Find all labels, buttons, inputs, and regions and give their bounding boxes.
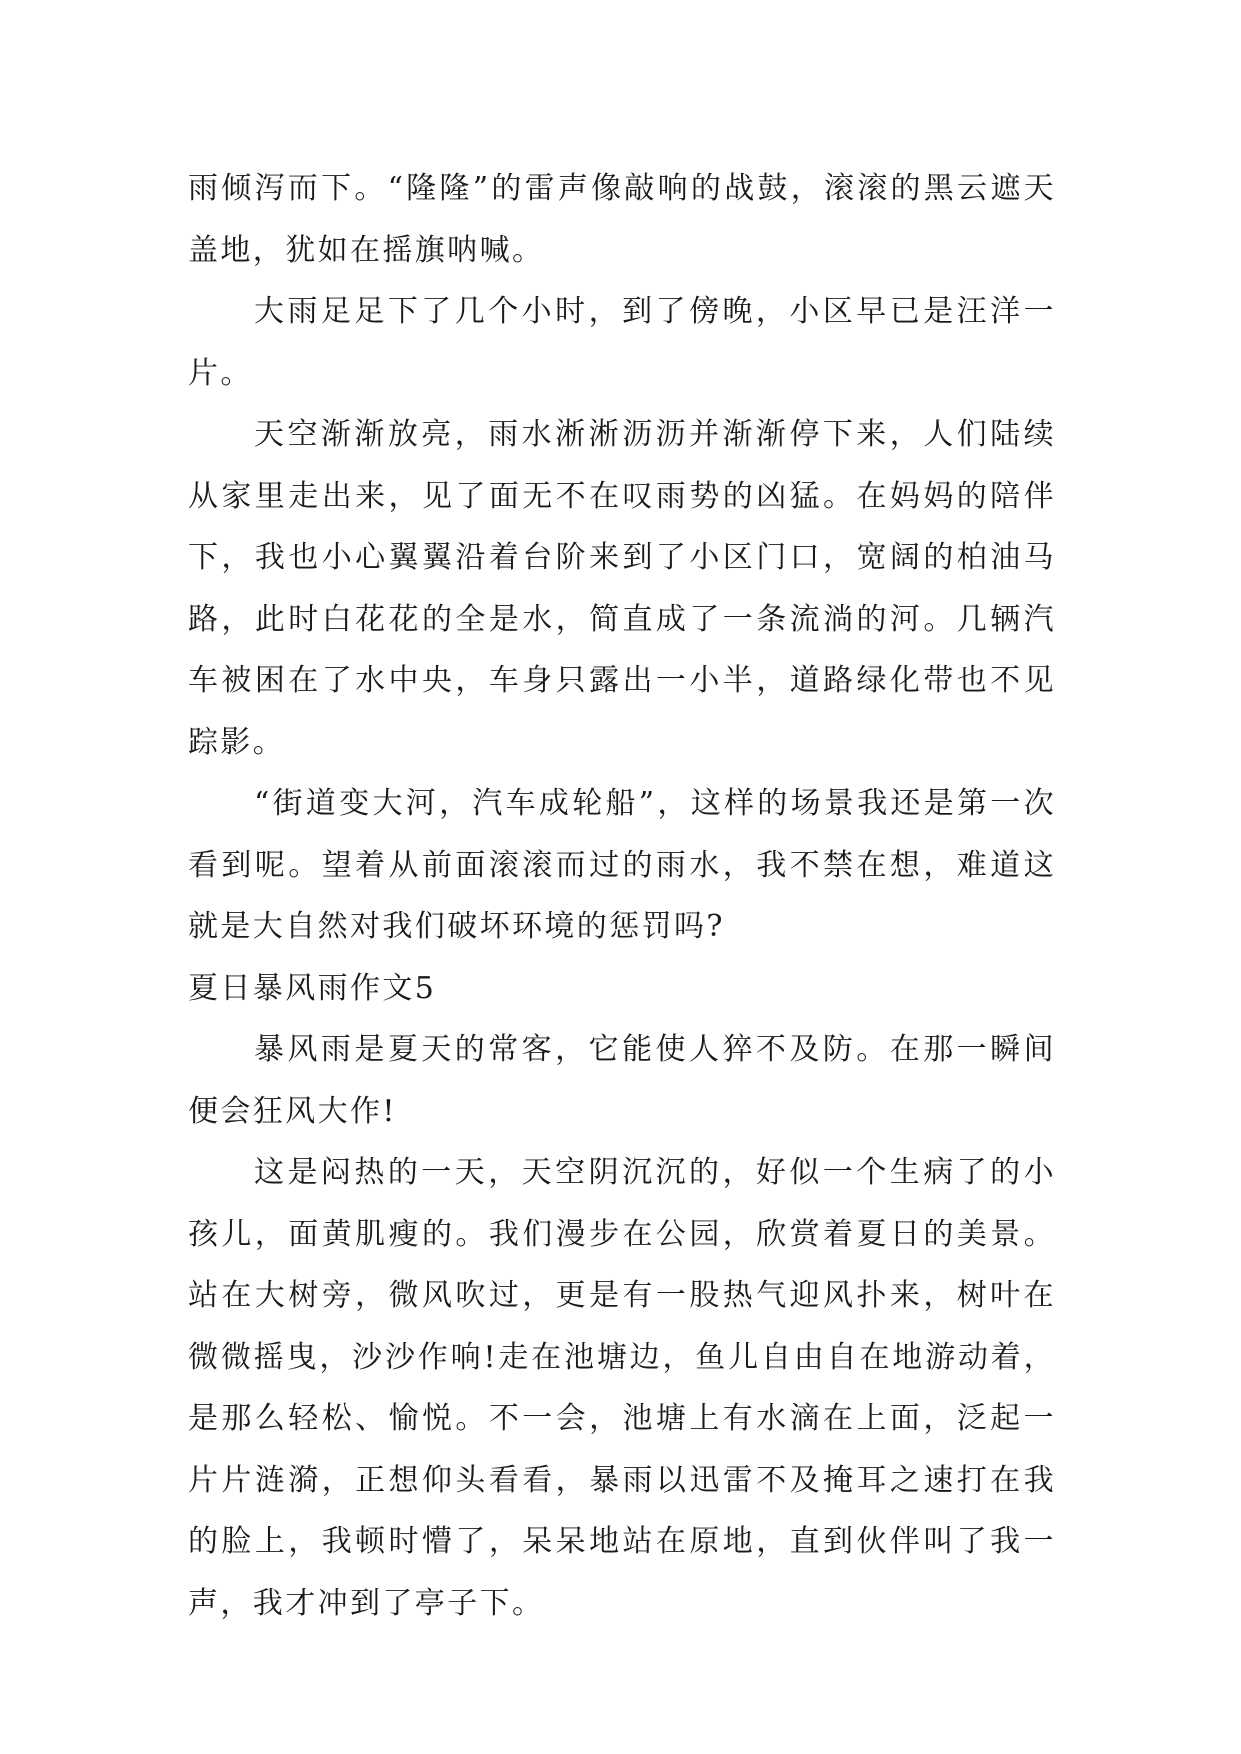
paragraph: 大雨足足下了几个小时，到了傍晚，小区早已是汪洋一片。: [188, 294, 1056, 391]
paragraph: 天空渐渐放亮，雨水淅淅沥沥并渐渐停下来，人们陆续从家里走出来，见了面无不在叹雨势的凶猛。在妈妈的陪伴下，我也小心翼翼沿着台阶来到了小区门口，宽阔的柏油马路，此时白花花的全是水，简直成了一条流淌的河。几辆汽车被困在了水中央，车身只露出一小半，道路绿化带也不见踪影。: [188, 417, 1056, 760]
paragraph-continuation: 雨倾泻而下。“隆隆”的雷声像敲响的战鼓，滚滚的黑云遮天盖地，犹如在摇旗呐喊。: [188, 171, 1056, 268]
paragraph: 这是闷热的一天，天空阴沉沉的，好似一个生病了的小孩儿，面黄肌瘦的。我们漫步在公园，欣赏着夏日的美景。站在大树旁，微风吹过，更是有一股热气迎风扑来，树叶在微微摇曳，沙沙作响!走在池塘边，鱼儿自由自在地游动着，是那么轻松、愉悦。不一会，池塘上有水滴在上面，泛起一片片涟漪，正想仰头看看，暴雨以迅雷不及掩耳之速打在我的脸上，我顿时懵了，呆呆地站在原地，直到伙伴叫了我一声，我才冲到了亭子下。: [188, 1155, 1056, 1621]
paragraph: “街道变大河，汽车成轮船”，这样的场景我还是第一次看到呢。望着从前面滚滚而过的雨水，我不禁在想，难道这就是大自然对我们破坏环境的惩罚吗?: [188, 786, 1056, 944]
paragraph: 暴风雨是夏天的常客，它能使人猝不及防。在那一瞬间便会狂风大作!: [188, 1032, 1056, 1129]
section-heading: 夏日暴风雨作文5: [188, 970, 437, 1006]
document-body: [188, 158, 1056, 1634]
